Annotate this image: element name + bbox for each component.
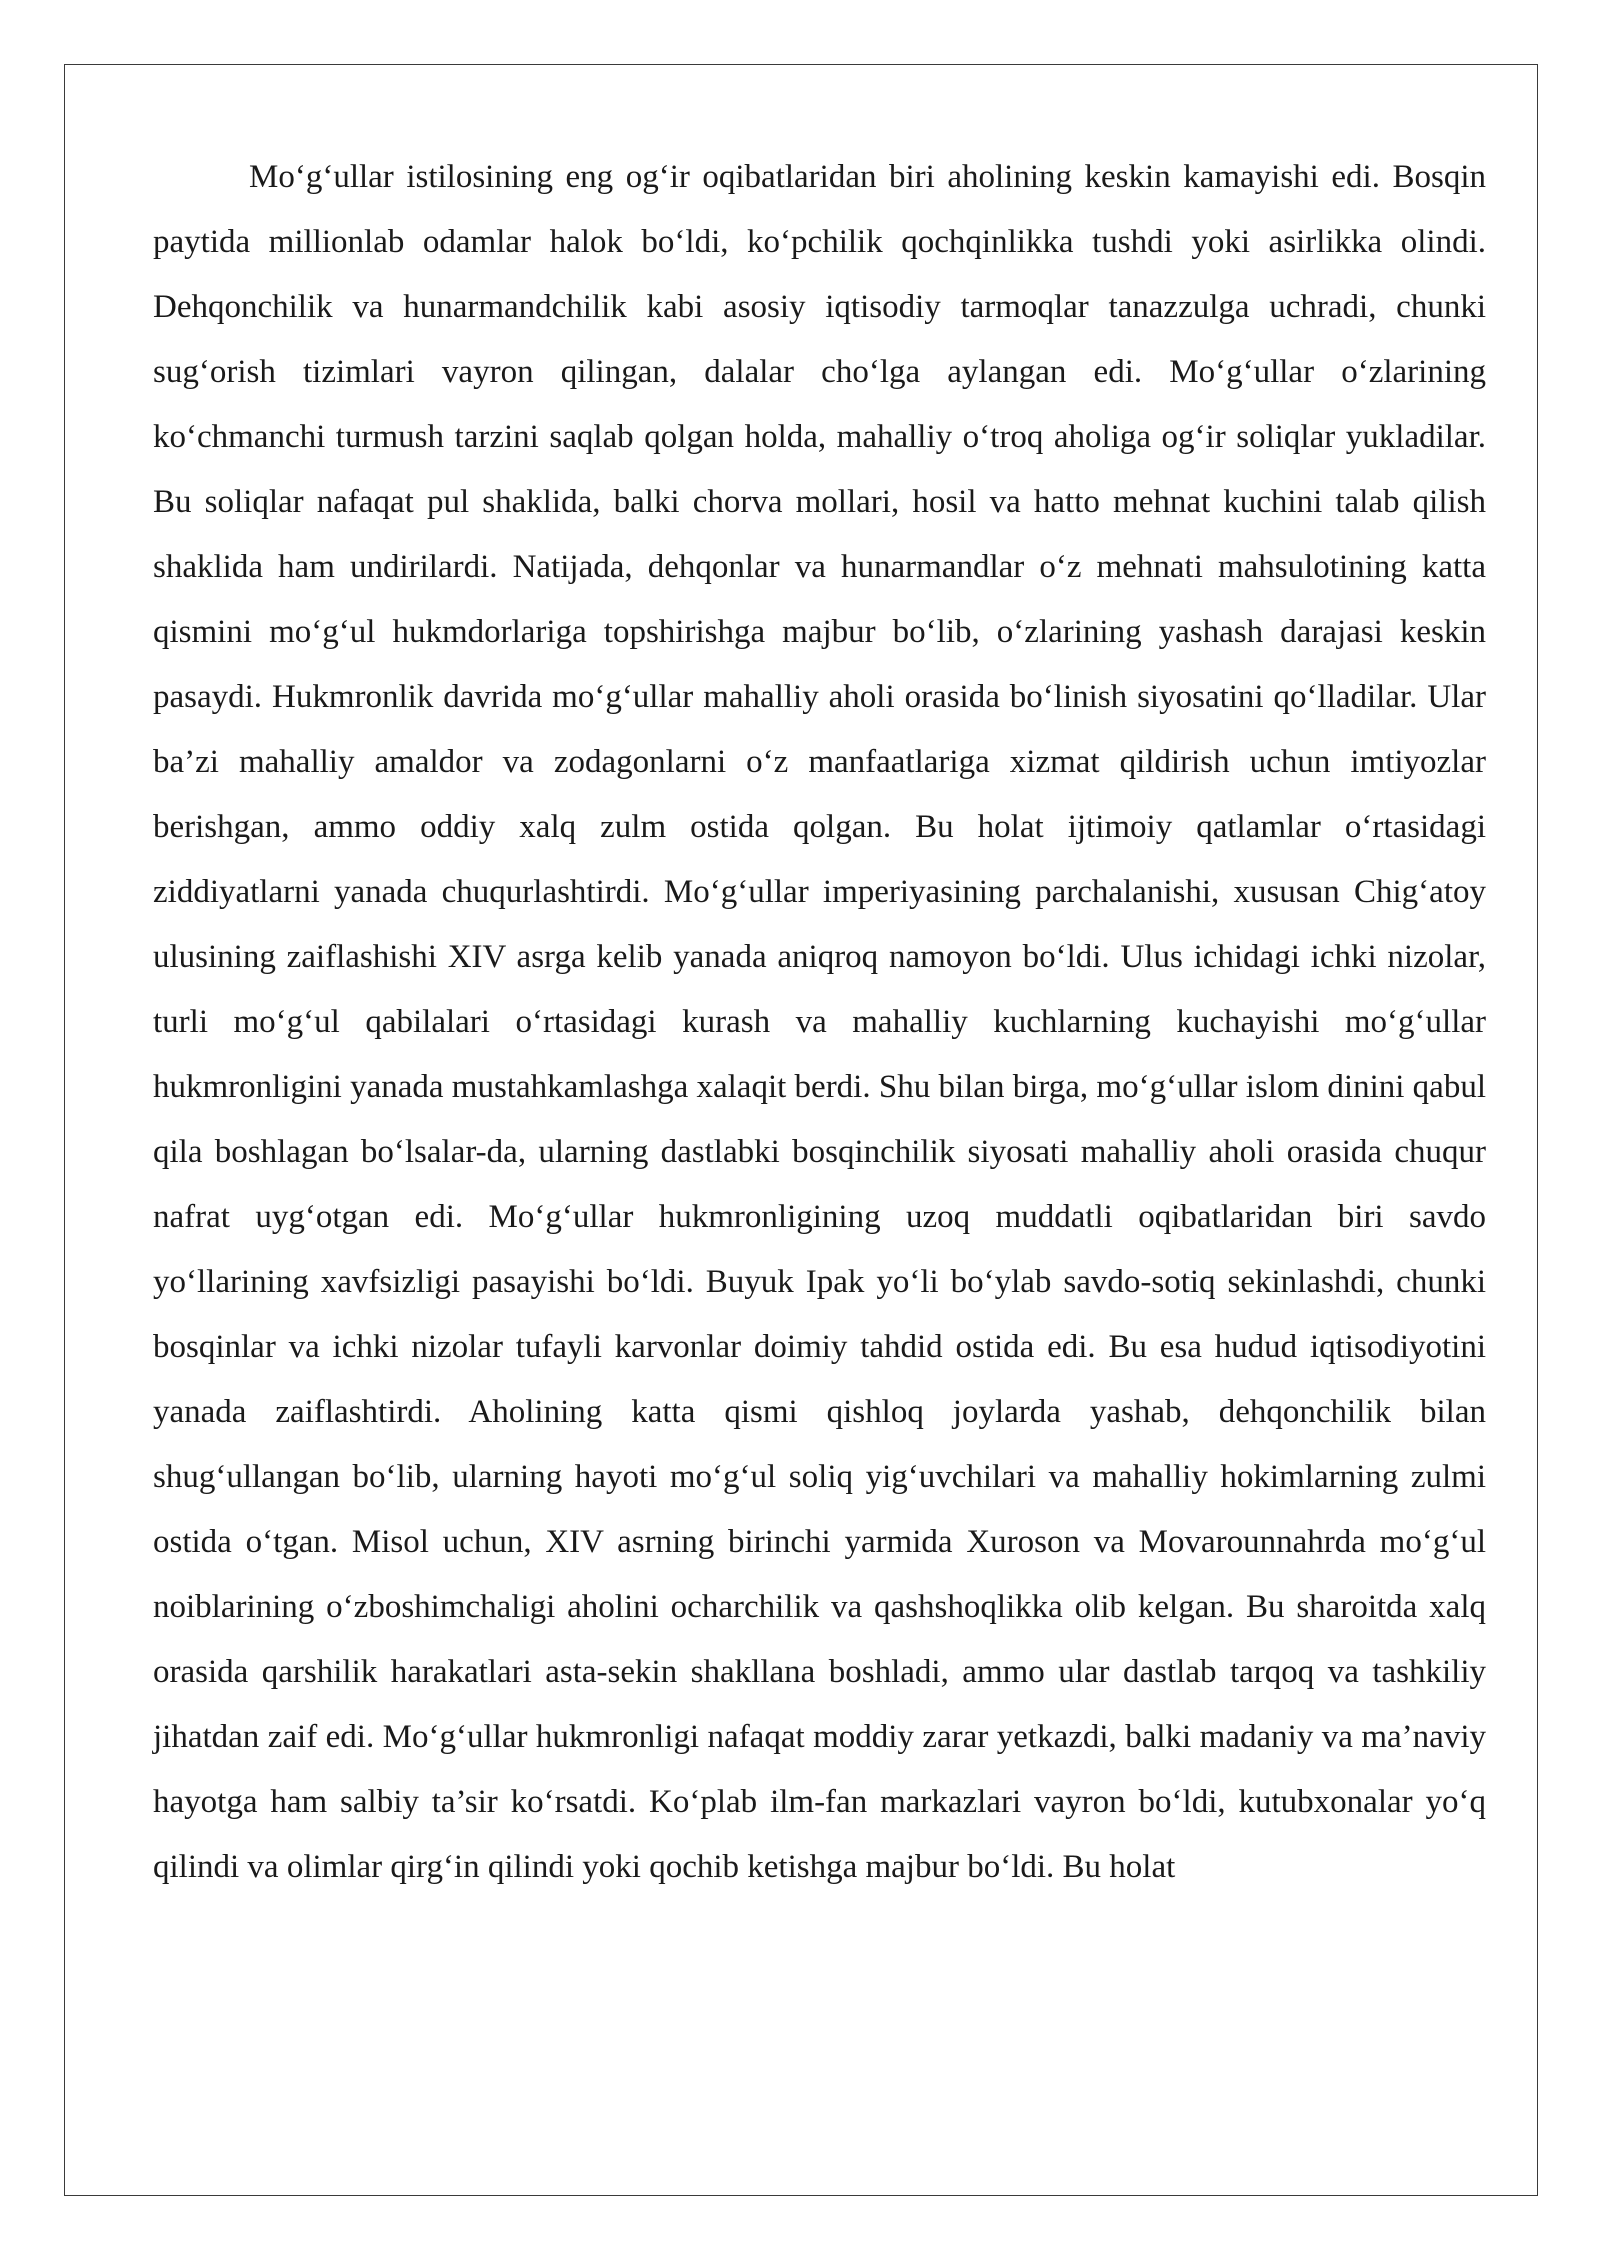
document-body xyxy=(153,145,1486,1900)
body-paragraph: Mo‘g‘ullar istilosining eng og‘ir oqibatlaridan biri aholining keskin kamayishi edi. Bosqin paytida millionlab odamlar halok bo‘ldi, ko‘pchilik qochqinlikka tushdi yoki asirlikka olindi. Dehqonchilik va hunarmandchilik kabi asosiy iqtisodiy tarmoqlar tanazzulga uchradi, chunki sug‘orish tizimlari vayron qilingan, dalalar cho‘lga aylangan edi. Mo‘g‘ullar o‘zlarining ko‘chmanchi turmush tarzini saqlab qolgan holda, mahalliy o‘troq aholiga og‘ir soliqlar yukladilar. Bu soliqlar nafaqat pul shaklida, balki chorva mollari, hosil va hatto mehnat kuchini talab qilish shaklida ham undirilardi. Natijada, dehqonlar va hunarmandlar o‘z mehnati mahsulotining katta qismini mo‘g‘ul hukmdorlariga topshirishga majbur bo‘lib, o‘zlarining yashash darajasi keskin pasaydi. Hukmronlik davrida mo‘g‘ullar mahalliy aholi orasida bo‘linish siyosatini qo‘lladilar. Ular ba’zi mahalliy amaldor va zodagonlarni o‘z manfaatlariga xizmat qildirish uchun imtiyozlar berishgan, ammo oddiy xalq zulm ostida qolgan. Bu holat ijtimoiy qatlamlar o‘rtasidagi ziddiyatlarni yanada chuqurlashtirdi. Mo‘g‘ullar imperiyasining parchalanishi, xususan Chig‘atoy ulusining zaiflashishi XIV asrga kelib yanada aniqroq namoyon bo‘ldi. Ulus ichidagi ichki nizolar, turli mo‘g‘ul qabilalari o‘rtasidagi kurash va mahalliy kuchlarning kuchayishi mo‘g‘ullar hukmronligini yanada mustahkamlashga xalaqit berdi. Shu bilan birga, mo‘g‘ullar islom dinini qabul qila boshlagan bo‘lsalar-da, ularning dastlabki bosqinchilik siyosati mahalliy aholi orasida chuqur nafrat uyg‘otgan edi. Mo‘g‘ullar hukmronligining uzoq muddatli oqibatlaridan biri savdo yo‘llarining xavfsizligi pasayishi bo‘ldi. Buyuk Ipak yo‘li bo‘ylab savdo-sotiq sekinlashdi, chunki bosqinlar va ichki nizolar tufayli karvonlar doimiy tahdid ostida edi. Bu esa hudud iqtisodiyotini yanada zaiflashtirdi. Aholining katta qismi qishloq joylarda yashab, dehqonchilik bilan shug‘ullangan bo‘lib, ularning hayoti mo‘g‘ul soliq yig‘uvchilari va mahalliy hokimlarning zulmi ostida o‘tgan. Misol uchun, XIV asrning birinchi yarmida Xuroson va Movarounnahrda mo‘g‘ul noiblarining o‘zboshimchaligi aholini ocharchilik va qashshoqlikka olib kelgan. Bu sharoitda xalq orasida qarshilik harakatlari asta-sekin shakllana boshladi, ammo ular dastlab tarqoq va tashkiliy jihatdan zaif edi. Mo‘g‘ullar hukmronligi nafaqat moddiy zarar yetkazdi, balki madaniy va ma’naviy hayotga ham salbiy ta’sir ko‘rsatdi. Ko‘plab ilm-fan markazlari vayron bo‘ldi, kutubxonalar yo‘q qilindi va olimlar qirg‘in qilindi yoki qochib ketishga majbur bo‘ldi. Bu holat xyxy=(153,159,1486,1885)
